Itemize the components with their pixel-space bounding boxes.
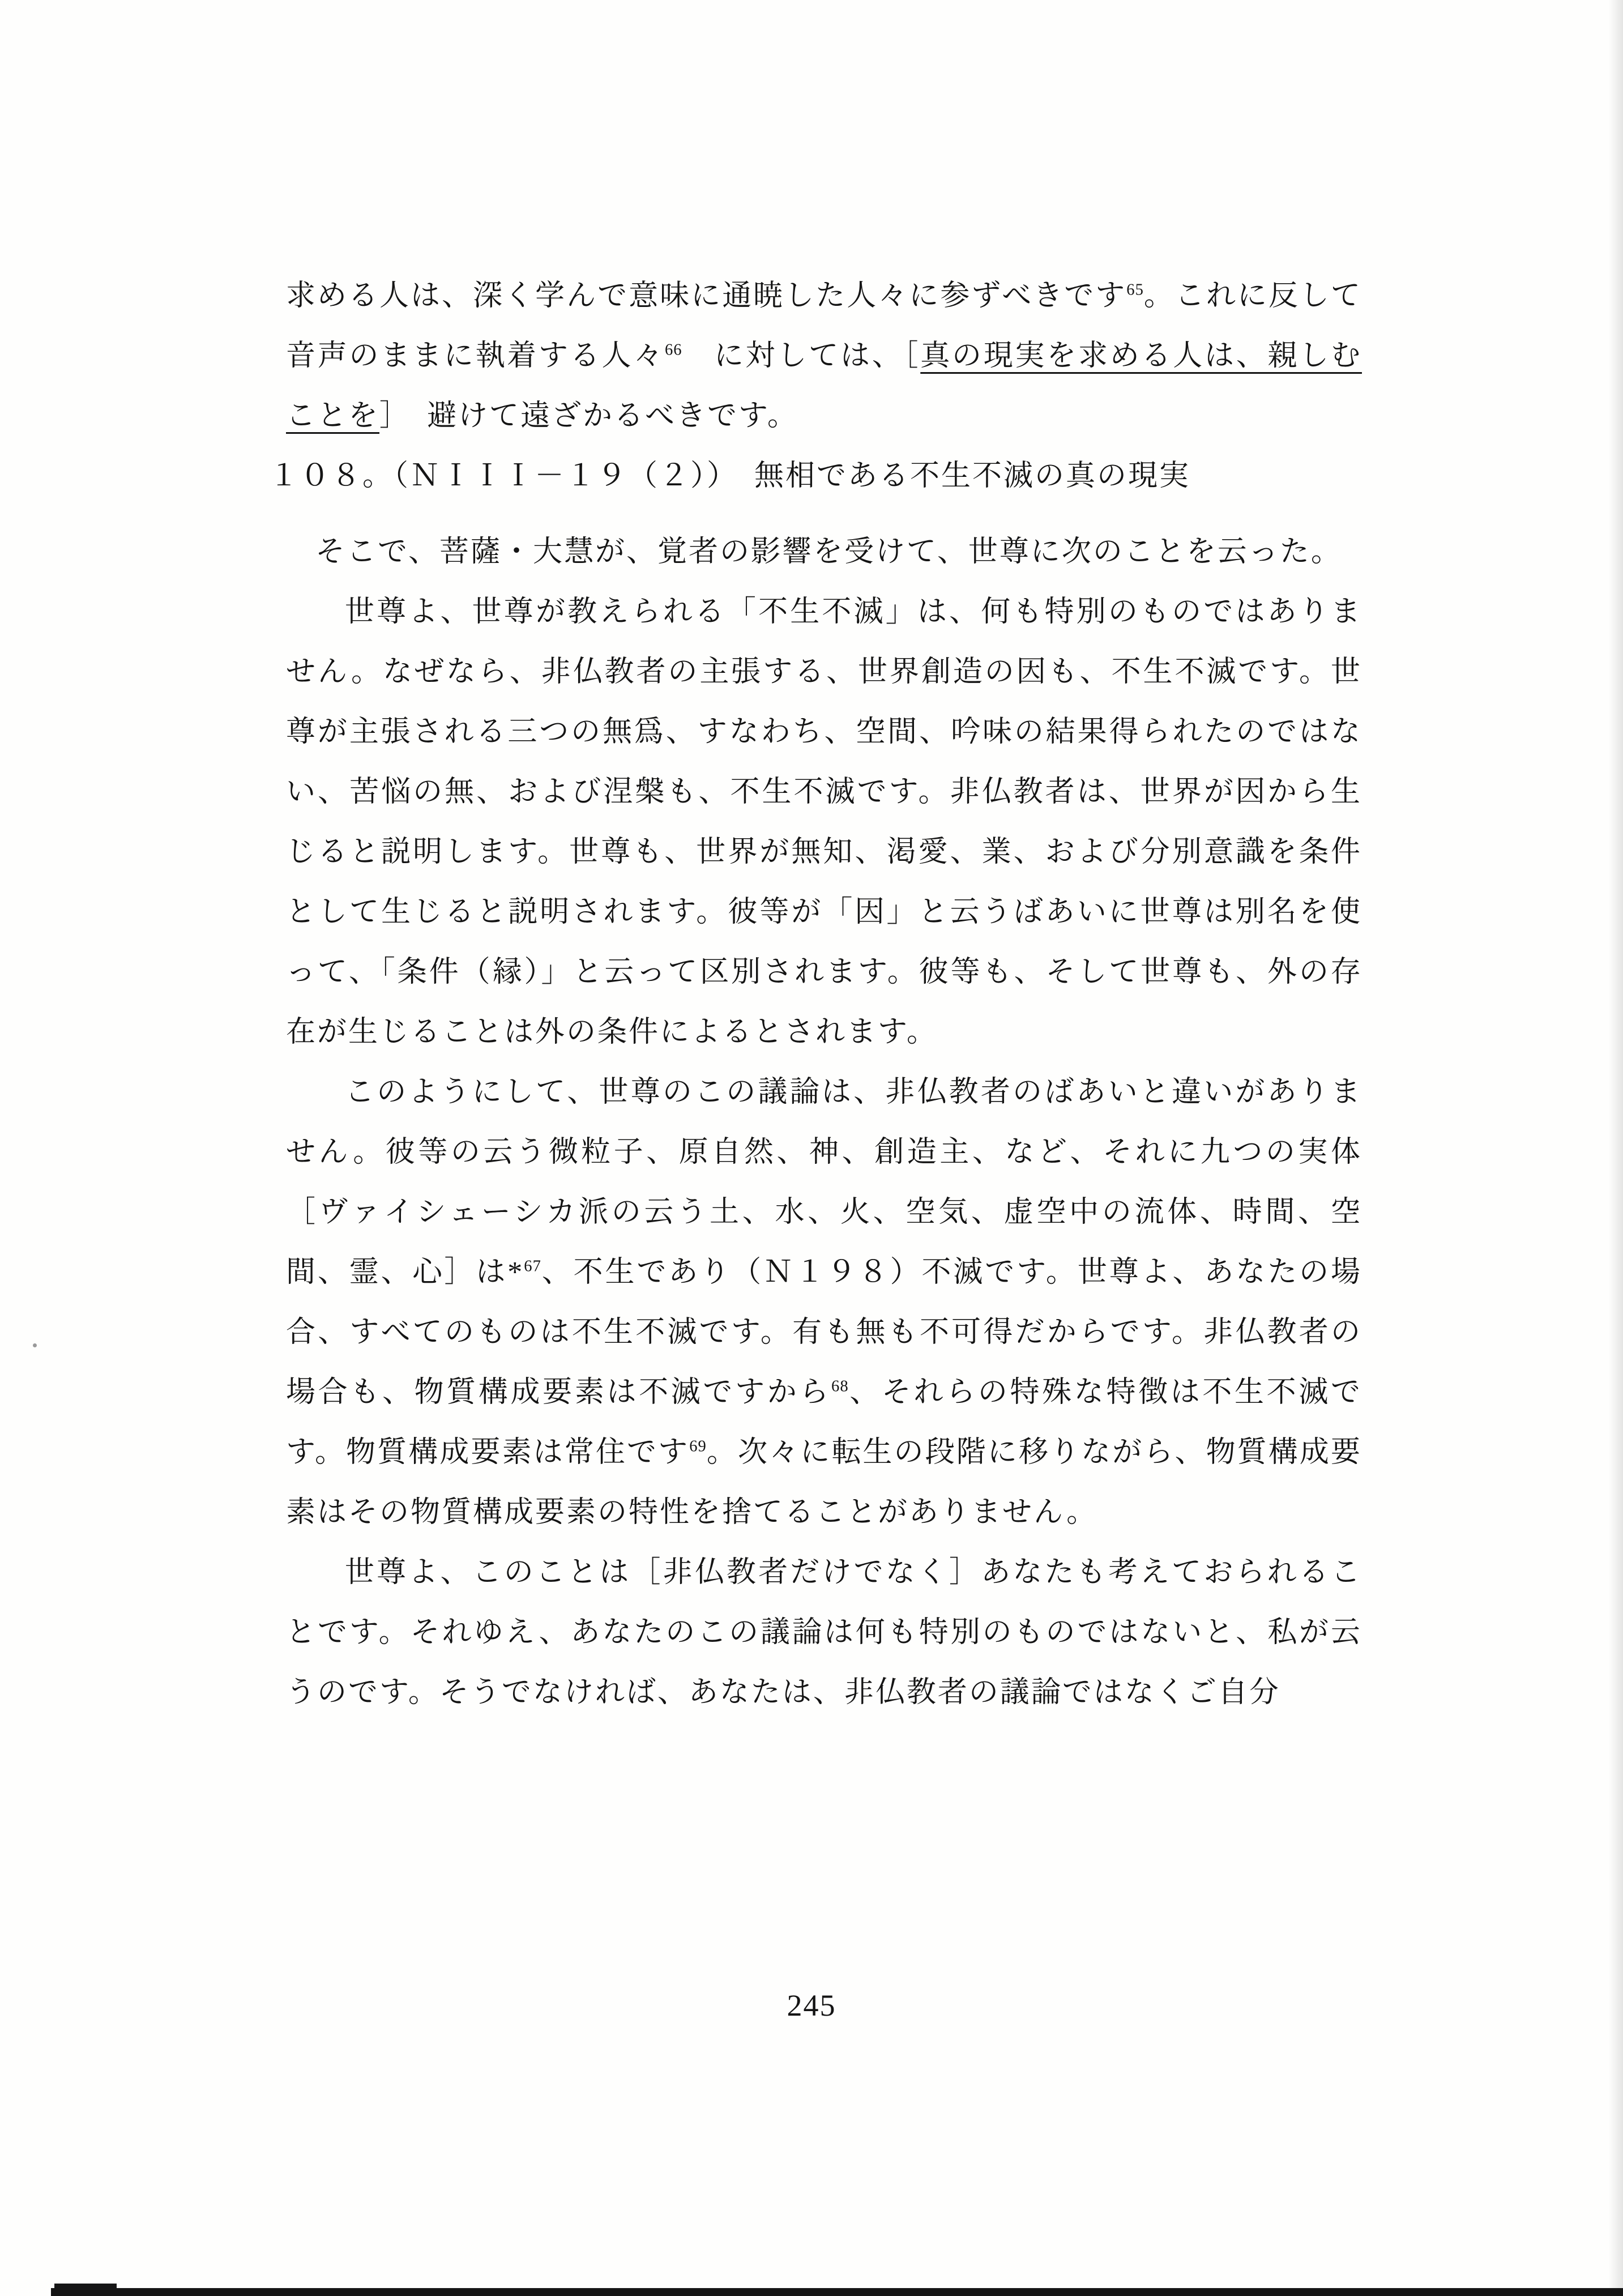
scan-bottom-blob [54, 2284, 117, 2296]
footnote-ref: 67 [524, 1257, 541, 1275]
text-segment: 世尊よ、このことは［非仏教者だけでなく］あなたも考えておられることです。それゆえ、あなたのこの議論は何も特別のものではないと、私が云うのです。そうでなければ、あなたは、非仏教者の議論ではなくご自分 [286, 1556, 1362, 1709]
text-segment: 世尊よ、世尊が教えられる「不生不滅」は、何も特別のものではありません。なぜなら、非仏教者の主張する、世界創造の因も、不生不滅です。世尊が主張される三つの無爲、すなわち、空間、吟味の結果得られたのではない、苦悩の無、および涅槃も、不生不滅です。非仏教者は、世界が因から生じると説明します。世尊も、世界が無知、渇愛、業、および分別意識を条件として生じると説明されます。彼等が「因」と云うばあいに世尊は別名を使って、「条件（縁）」と云って区別されます。彼等も、そして世尊も、外の存在が生じることは外の条件によるとされます。 [286, 596, 1362, 1048]
scan-bottom-artifact [51, 2288, 1623, 2296]
text-segment: 、不生であり（Ｎ１９８）不滅です。世尊よ、あなたの場合、すべてのものは不生不滅です。有も無も不可得だからです。非仏教者の場合も、物質構成要素は不滅ですから [286, 1256, 1362, 1409]
text-segment: に対しては、［ [682, 340, 921, 372]
scan-edge-shade [1608, 0, 1623, 2296]
text-segment: このようにして、世尊のこの議論は、非仏教者のばあいと違いがありません。彼等の云う微粒子、原自然、神、創造主、など、それに九つの実体［ヴァイシェーシカ派の云う土、水、火、空気、虚空中の流体、時間、空間、霊、心］は* [286, 1076, 1362, 1288]
paragraph-body [286, 1062, 1362, 1543]
text-segment: 真の現実を求める人は、親しむことを [286, 340, 1362, 432]
page-body [269, 266, 1362, 1723]
text-segment: そこで、菩薩・大慧が、覚者の影響を受けて、世尊に次のことを云った。 [315, 536, 1342, 568]
text-segment: ］ 避けて遠ざかるべきです。 [379, 400, 798, 432]
paragraph-body [286, 582, 1362, 1062]
footnote-ref: 65 [1126, 281, 1144, 299]
footnote-ref: 69 [689, 1437, 707, 1456]
paragraph-continuation [286, 266, 1362, 446]
text-segment: 。次々に転生の段階に移りながら、物質構成要素はその物質構成要素の特性を捨てることがありません。 [286, 1436, 1362, 1529]
paragraph-body [286, 1543, 1362, 1723]
text-segment: 、それらの特殊な特徴は不生不滅です。物質構成要素は常住です [286, 1376, 1362, 1469]
scan-speck [33, 1343, 37, 1347]
text-segment: １０８。（ＮＩＩＩ－１９（２）） 無相である不生不滅の真の現実 [269, 460, 1191, 492]
section-heading [269, 446, 1362, 506]
footnote-ref: 68 [831, 1377, 849, 1395]
text-segment: 。これに反して音声のままに執着する人々 [286, 280, 1362, 372]
page-number: 245 [787, 1988, 836, 2022]
text-segment: 求める人は、深く学んで意味に通暁した人々に参ずべきです [286, 280, 1127, 312]
footnote-ref: 66 [664, 341, 682, 359]
paragraph-intro [286, 522, 1362, 582]
